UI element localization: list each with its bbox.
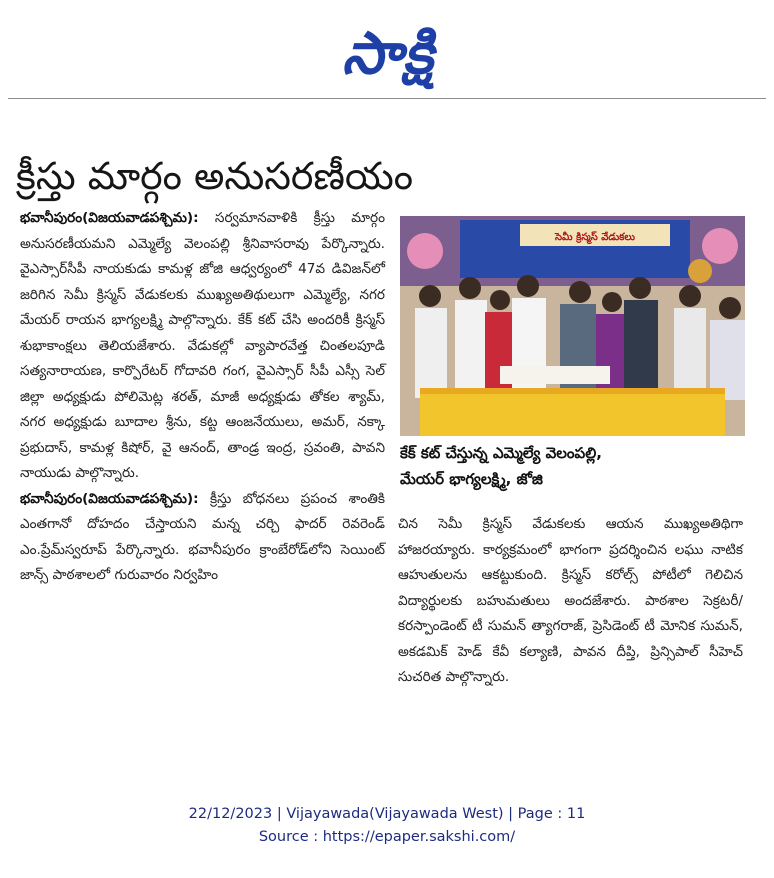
logo-text: సాక్షి (341, 19, 435, 87)
paragraph-3: చిన సెమీ క్రిస్మస్‌ వేడుకలకు ఆయన ముఖ్యఅతిథిగా హాజరయ్యారు. కార్యక్రమంలో భాగంగా ప్రదర్శించిన లఘు నాటిక ఆహుతులను ఆకట్టుకుంది. క్రిస్మస్‌ కరోల్స్‌ పోటీలో గెలిచిన విద్యార్థులకు బహుమతులు అందజేశారు. పాఠశాల సెక్రటరీ/కరస్పాండెంట్‌ టీ సుమన్‌ త్యాగరాజ్‌, ప్రెసిడెంట్‌ టీ మోనిక సుమన్‌, అకడమిక్‌ హెడ్‌ కేవీ కల్యాణి, పావన దీప్తి, ప్రిన్సిపాల్‌ సీహెచ్‌ సుచరిత పాల్గొన్నారు. (398, 516, 743, 685)
banner-text: సెమీ క్రిస్మస్‌ వేడుకలు (555, 232, 635, 243)
photo-illustration (400, 216, 745, 436)
footer-source: Source : https://epaper.sakshi.com/ (258, 829, 516, 845)
caption-line-2: మేయర్‌ భాగ్యలక్ష్మి, జోజి (400, 470, 543, 488)
footer-date-edition: 22/12/2023 | Vijayawada(Vijayawada West) | Page : 11 (188, 806, 586, 822)
photo-caption (400, 440, 745, 492)
article-headline: క్రీస్తు మార్గం అనుసరణీయం (16, 154, 413, 198)
dateline-1: భవానీపురం(విజయవాడపశ్చిమ): (20, 210, 199, 226)
paragraph-2 (20, 487, 385, 589)
paragraph-1 (20, 206, 385, 487)
masthead-divider (8, 98, 766, 99)
sakshi-logo (288, 12, 488, 94)
caption-line-1: కేక్‌ కట్‌ చేస్తున్న ఎమ్మెల్యే వెలంపల్లి, (400, 444, 602, 462)
article-left-column (20, 206, 385, 589)
paragraph-1-text: సర్వమానవాళికి క్రీస్తు మార్గం అనుసరణీయమని ఎమ్మెల్యే వెలంపల్లి శ్రీనివాసరావు పేర్కొన్నారు. వైఎస్సార్‌సీపీ నాయకుడు కామళ్ల జోజి ఆధ్వర్యంలో 47వ డివిజన్‌లో జరిగిన సెమీ క్రిస్మస్‌ వేడుకలకు ముఖ్యఅతిథులుగా ఎమ్మెల్యే, నగర మేయర్‌ రాయన భాగ్యలక్ష్మి పాల్గొన్నారు. కేక్‌ కట్‌ చేసి అందరికీ క్రిస్మస్‌ శుభాకాంక్షలు తెలియజేశారు. వేడుకల్లో వ్యాపారవేత్త చింతలపూడి సత్యనారాయణ, కార్పొరేటర్‌ గోదావరి గంగ, వైఎస్సార్‌ సీపీ ఎస్సీ సెల్‌ జిల్లా అధ్యక్షుడు పోలిమెట్ల శరత్‌, మాజీ అధ్యక్షుడు తోకల శ్యామ్‌, నగర అధ్యక్షుడు బూదాల శ్రీను, కట్ట ఆంజనేయులు, అమర్‌, నక్కా ప్రభుదాస్‌, కామళ్ల కిషోర్‌, వై ఆనంద్‌, తాండ్ర ఇంద్ర, స్రవంతి, పావని నాయుడు పాల్గొన్నారు. (20, 210, 385, 481)
dateline-2: భవానీపురం(విజయవాడపశ్చిమ): (20, 490, 199, 507)
article-right-column (398, 512, 743, 691)
paragraph-2-text: క్రీస్తు బోధనలు ప్రపంచ శాంతికి ఎంతగానో దోహదం చేస్తాయని మన్న చర్చి ఫాదర్‌ రెవరెండ్‌ ఎం.ప్రేమ్‌స్వరూప్‌ పేర్కొన్నారు. భవానీపురం క్రాంబేరోడ్‌లోని సెయింట్‌ జాన్స్‌ పాఠశాలలో గురువారం నిర్వహిం (20, 490, 385, 583)
article-photo (400, 216, 745, 436)
